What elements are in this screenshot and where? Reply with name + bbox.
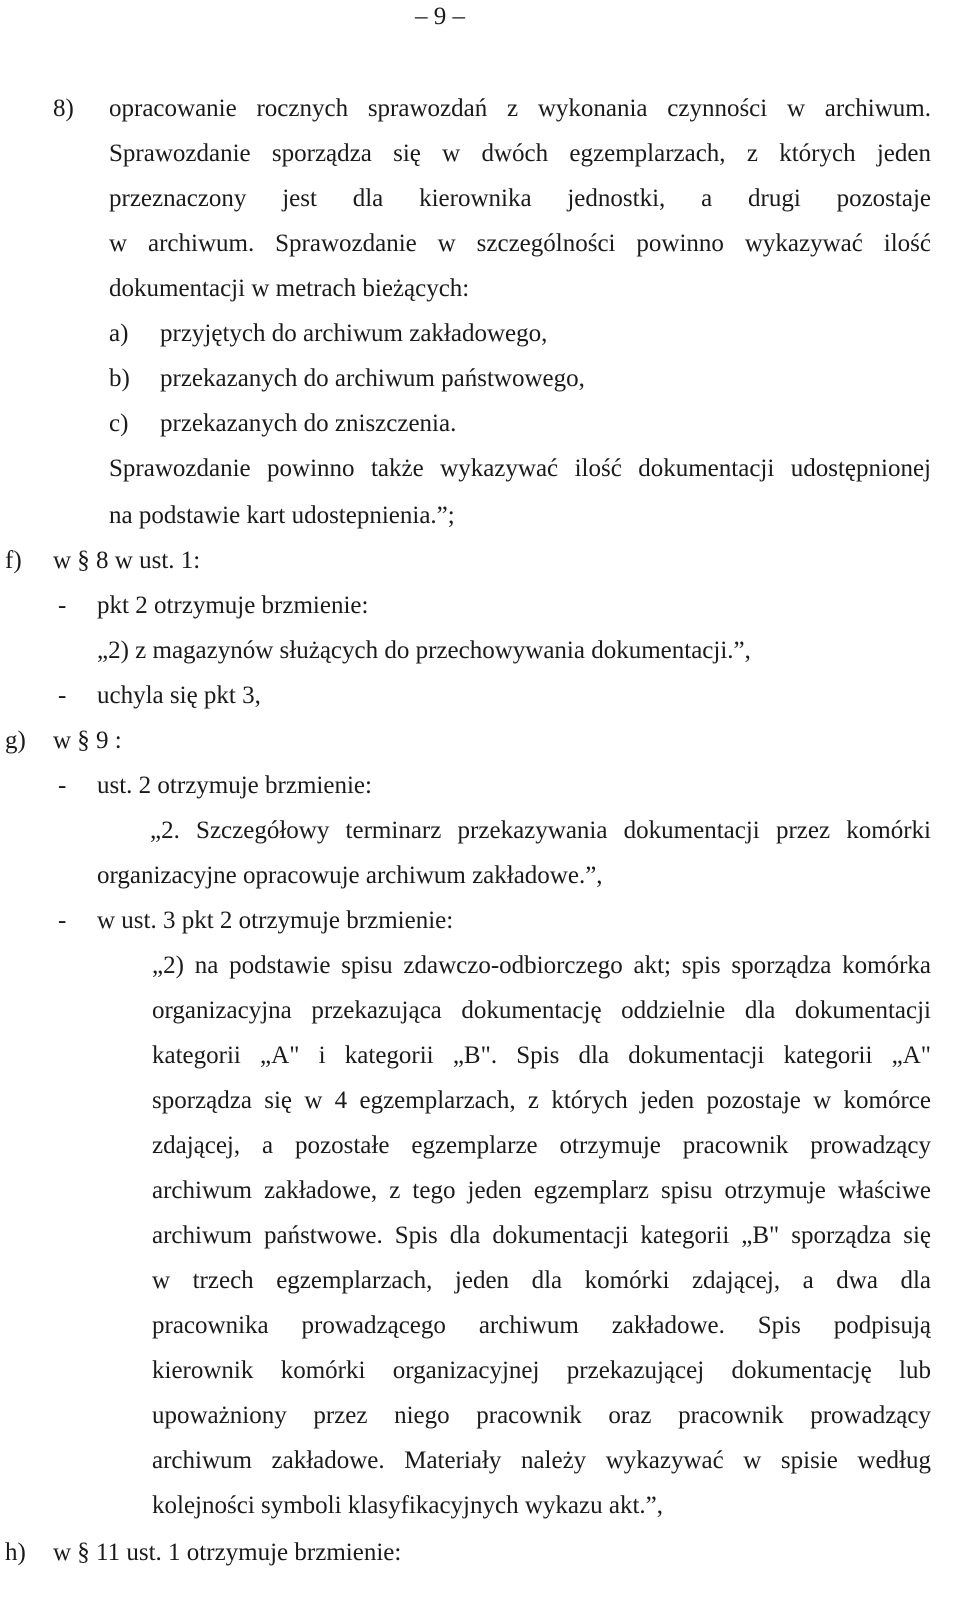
item-f-dash-1: - [58, 592, 67, 619]
item-8-line-1: opracowanie rocznych sprawozdań z wykonania czynności w archiwum. [109, 95, 931, 122]
item-g-dash-2-text: w ust. 3 pkt 2 otrzymuje brzmienie: [97, 907, 454, 934]
item-f-dash-2: - [58, 682, 67, 709]
subitem-b-marker: b) [109, 365, 130, 392]
item-f-quote: „2) z magazynów służących do przechowywania dokumentacji.”, [97, 637, 751, 664]
subitem-a-text: przyjętych do archiwum zakładowego, [160, 320, 548, 347]
item-8-marker: 8) [53, 95, 74, 122]
item-8-line-5: dokumentacji w metrach bieżących: [109, 275, 470, 302]
subitem-c-marker: c) [109, 410, 129, 437]
item-g-dash-1: - [58, 772, 67, 799]
item-g-text: w § 9 : [53, 727, 122, 754]
item-g-quote-2-line-1: „2) na podstawie spisu zdawczo-odbiorczego akt; spis sporządza komórka [152, 952, 931, 979]
item-h-marker: h) [5, 1539, 26, 1566]
item-g-dash-2: - [58, 907, 67, 934]
item-g-quote-2-line-10: kierownik komórki organizacyjnej przekazującej dokumentację lub [152, 1357, 931, 1384]
subitem-b-text: przekazanych do archiwum państwowego, [160, 365, 585, 392]
item-8-closing-2: na podstawie kart udostepnienia.”; [109, 502, 455, 529]
item-g-quote-1-line-2: organizacyjne opracowuje archiwum zakładowe.”, [97, 862, 603, 889]
item-g-quote-2-line-8: w trzech egzemplarzach, jeden dla komórki zdającej, a dwa dla [152, 1267, 931, 1294]
item-f-dash-1-text: pkt 2 otrzymuje brzmienie: [97, 592, 369, 619]
item-g-quote-2-line-13: kolejności symboli klasyfikacyjnych wykazu akt.”, [152, 1492, 663, 1519]
item-g-quote-2-line-6: archiwum zakładowe, z tego jeden egzemplarz spisu otrzymuje właściwe [152, 1177, 931, 1204]
item-f-text: w § 8 w ust. 1: [53, 547, 201, 574]
item-g-quote-2-line-3: kategorii „A" i kategorii „B". Spis dla dokumentacji kategorii „A" [152, 1042, 931, 1069]
page-number: – 9 – [415, 3, 465, 30]
subitem-a-marker: a) [109, 320, 129, 347]
item-g-quote-2-line-4: sporządza się w 4 egzemplarzach, z których jeden pozostaje w komórce [152, 1087, 931, 1114]
item-g-quote-2-line-11: upoważniony przez niego pracownik oraz pracownik prowadzący [152, 1402, 931, 1429]
item-g-quote-1-line-1: „2. Szczegółowy terminarz przekazywania dokumentacji przez komórki [150, 817, 931, 844]
item-g-quote-2-line-9: pracownika prowadzącego archiwum zakładowe. Spis podpisują [152, 1312, 931, 1339]
item-f-marker: f) [5, 547, 22, 574]
subitem-c-text: przekazanych do zniszczenia. [160, 410, 457, 437]
item-8-closing-1: Sprawozdanie powinno także wykazywać ilość dokumentacji udostępnionej [109, 455, 931, 482]
item-g-quote-2-line-2: organizacyjna przekazująca dokumentację oddzielnie dla dokumentacji [152, 997, 931, 1024]
item-h-text: w § 11 ust. 1 otrzymuje brzmienie: [53, 1539, 402, 1566]
item-g-quote-2-line-7: archiwum państwowe. Spis dla dokumentacji kategorii „B" sporządza się [152, 1222, 931, 1249]
item-8-line-3: przeznaczony jest dla kierownika jednostki, a drugi pozostaje [109, 185, 931, 212]
item-g-dash-1-text: ust. 2 otrzymuje brzmienie: [97, 772, 372, 799]
item-g-marker: g) [5, 727, 26, 754]
item-g-quote-2-line-12: archiwum zakładowe. Materiały należy wykazywać w spisie według [152, 1447, 931, 1474]
item-8-line-4: w archiwum. Sprawozdanie w szczególności powinno wykazywać ilość [109, 230, 931, 257]
item-g-quote-2-line-5: zdającej, a pozostałe egzemplarze otrzymuje pracownik prowadzący [152, 1132, 931, 1159]
item-8-line-2: Sprawozdanie sporządza się w dwóch egzemplarzach, z których jeden [109, 140, 931, 167]
item-f-dash-2-text: uchyla się pkt 3, [97, 682, 261, 709]
